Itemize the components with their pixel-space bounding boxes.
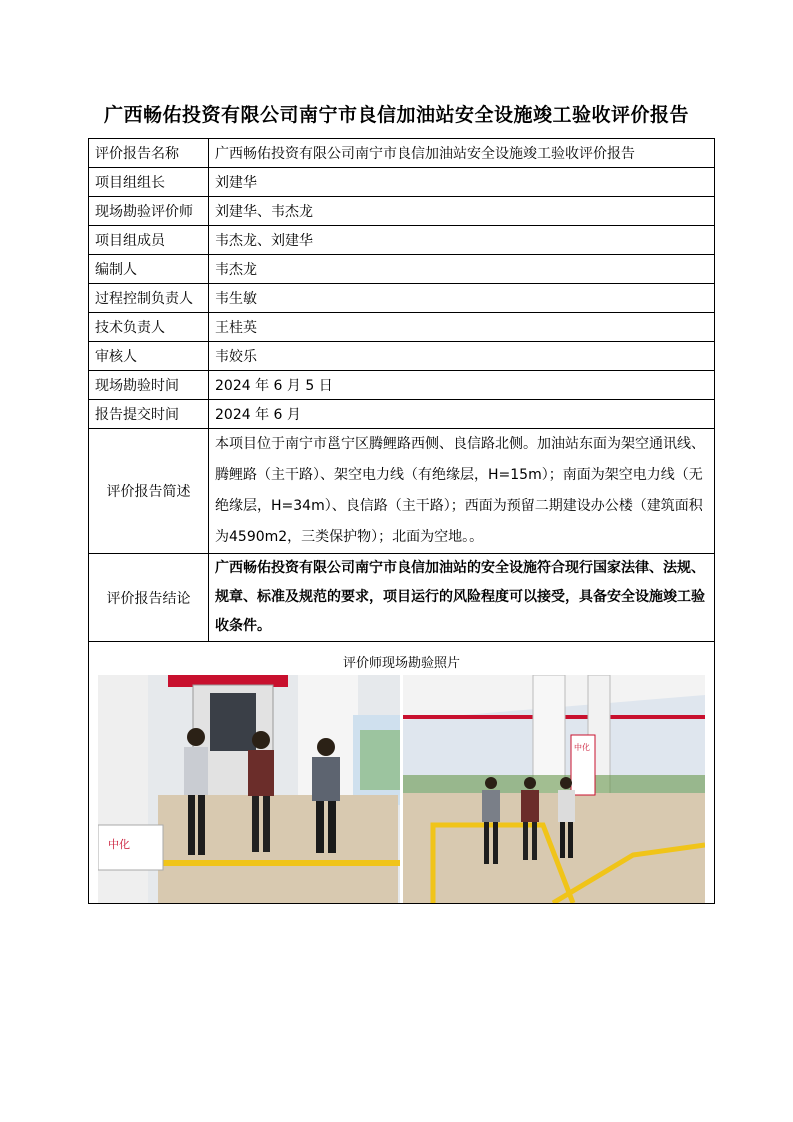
row-label: 过程控制负责人 xyxy=(89,284,209,313)
summary-label: 评价报告简述 xyxy=(89,429,209,554)
table-row xyxy=(89,284,715,313)
row-label: 技术负责人 xyxy=(89,313,209,342)
table-row xyxy=(89,139,715,168)
row-label: 审核人 xyxy=(89,342,209,371)
row-label: 编制人 xyxy=(89,255,209,284)
page-title: 广西畅佑投资有限公司南宁市良信加油站安全设施竣工验收评价报告 xyxy=(103,104,689,126)
right-photo-sign: 中化 xyxy=(574,743,590,752)
row-label: 报告提交时间 xyxy=(89,400,209,429)
row-label: 现场勘验时间 xyxy=(89,371,209,400)
conclusion-text: 广西畅佑投资有限公司南宁市良信加油站的安全设施符合现行国家法律、法规、规章、标准及规范的要求，项目运行的风险程度可以接受，具备安全设施竣工验收条件。 xyxy=(209,554,715,642)
left-photo-sign: 中化 xyxy=(108,838,130,851)
row-label: 评价报告名称 xyxy=(89,139,209,168)
table-row xyxy=(89,342,715,371)
table-row xyxy=(89,255,715,284)
summary-text: 本项目位于南宁市邕宁区腾鲤路西侧、良信路北侧。加油站东面为架空通讯线、腾鲤路（主干路）、架空电力线（有绝缘层，H=15m）；南面为架空电力线（无绝缘层，H=34m）、良信路（主干路）；西面为预留二期建设办公楼（建筑面积为4590m2，三类保护物）；北面为空地。。 xyxy=(209,429,715,554)
conclusion-row xyxy=(89,554,715,642)
row-value: 韦姣乐 xyxy=(209,342,715,371)
row-value: 韦杰龙 xyxy=(209,255,715,284)
row-value: 刘建华、韦杰龙 xyxy=(209,197,715,226)
row-label: 项目组成员 xyxy=(89,226,209,255)
photos-row xyxy=(89,642,715,904)
table-row xyxy=(89,400,715,429)
row-value: 2024 年 6 月 xyxy=(209,400,715,429)
row-label: 项目组组长 xyxy=(89,168,209,197)
summary-row xyxy=(89,429,715,554)
table-row xyxy=(89,226,715,255)
row-value: 广西畅佑投资有限公司南宁市良信加油站安全设施竣工验收评价报告 xyxy=(209,139,715,168)
row-value: 王桂英 xyxy=(209,313,715,342)
table-row xyxy=(89,168,715,197)
row-value: 刘建华 xyxy=(209,168,715,197)
conclusion-label: 评价报告结论 xyxy=(89,554,209,642)
table-row xyxy=(89,371,715,400)
site-photo-left xyxy=(98,675,400,903)
row-value: 韦生敏 xyxy=(209,284,715,313)
site-photo-right xyxy=(403,675,705,903)
row-label: 现场勘验评价师 xyxy=(89,197,209,226)
table-row xyxy=(89,313,715,342)
table-row xyxy=(89,197,715,226)
photos-cell xyxy=(89,642,715,904)
row-value: 韦杰龙、刘建华 xyxy=(209,226,715,255)
photo-caption: 评价师现场勘验照片 xyxy=(342,656,460,671)
row-value: 2024 年 6 月 5 日 xyxy=(209,371,715,400)
report-table xyxy=(88,138,715,904)
